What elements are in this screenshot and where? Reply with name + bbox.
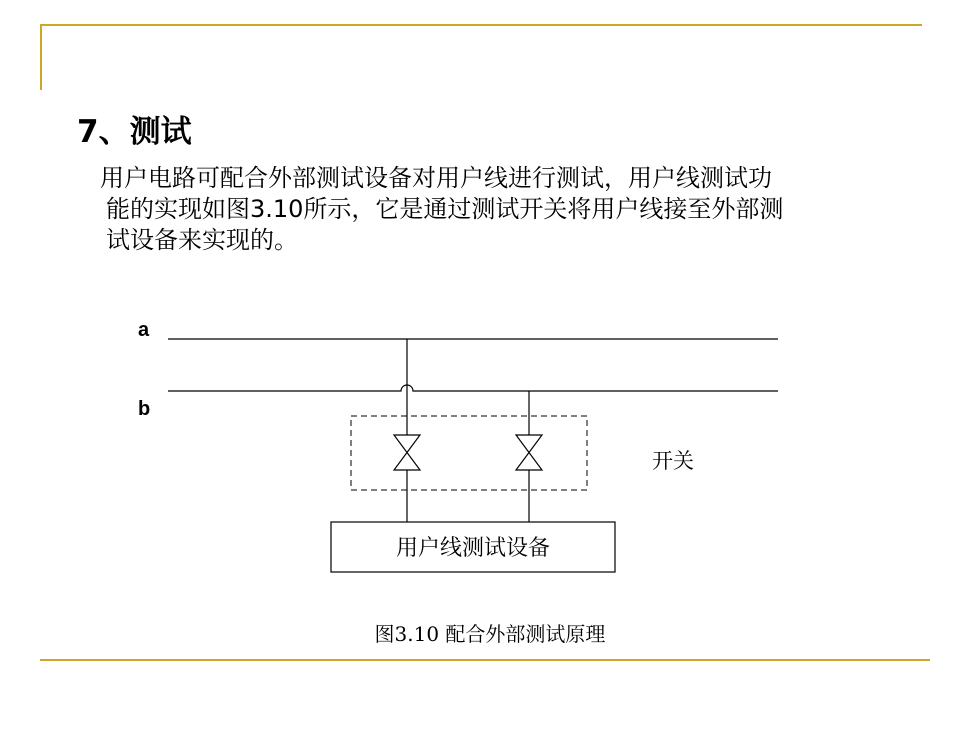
bottom-decorative-rule xyxy=(40,659,930,661)
slide-title: 7、测试 xyxy=(77,114,192,150)
switch-symbol-b xyxy=(516,435,542,470)
line-a-label: a xyxy=(138,319,150,341)
switch-symbol-a xyxy=(394,435,420,470)
switch-enclosure xyxy=(351,416,587,490)
test-equipment-label: 用户线测试设备 xyxy=(395,536,551,561)
figure-caption: 图3.10 配合外部测试原理 xyxy=(374,622,606,646)
subscriber-line-b xyxy=(168,385,778,391)
body-line-1: 用户电路可配合外部测试设备对用户线进行测试，用户线测试功 xyxy=(100,164,772,192)
body-line-3: 试设备来实现的。 xyxy=(106,226,298,254)
switch-label: 开关 xyxy=(652,449,694,473)
line-b-label: b xyxy=(138,398,151,420)
body-line-2: 能的实现如图3.10所示，它是通过测试开关将用户线接至外部测 xyxy=(106,195,784,223)
